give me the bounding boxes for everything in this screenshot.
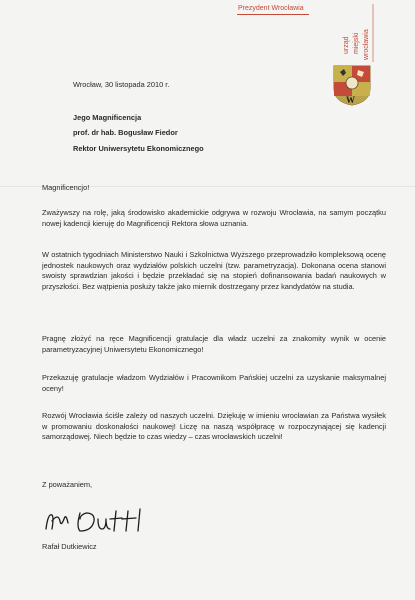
recipient-line-1: Jego Magnificencja xyxy=(73,113,142,122)
salutation: Magnificencjo! xyxy=(42,183,90,192)
recipient-line-2: prof. dr hab. Bogusław Fiedor xyxy=(73,128,178,137)
handwritten-signature xyxy=(40,507,150,537)
city-crest-icon xyxy=(332,64,372,106)
paragraph-2: W ostatnich tygodniach Ministerstwo Nauki i Szkolnictwa Wyższego przeprowadziło kompleksową ocenę jednostek naukowych oraz wydziałów polskich uczelni (tzw. parametryzacja). Dokonana ocena stanowi swoisty sprawdzian jakości i będzie przekładać się na stopień dofinansowania badań naukowych w przyszłości. Bez wątpienia posłuży także jako miernik dostrzegany przez kandydatów na studia. xyxy=(42,250,386,291)
letterhead-rule xyxy=(237,14,309,15)
letterhead-office-name: Prezydent Wrocławia xyxy=(238,5,304,12)
letterhead-vertical-line-3: wrocławia xyxy=(363,29,370,60)
svg-text:W: W xyxy=(346,95,355,105)
paragraph-5: Rozwój Wrocławia ściśle zależy od naszych uczelni. Dziękuję w imieniu wrocławian za Państwa wysiłek w promowaniu doskonałości naukowej! Liczę na naszą współpracę w rozpoczynającej się kadencji samorządowej. Niech będzie to czas wiedzy – czas wrocławskich uczelni! xyxy=(42,411,386,442)
letter-date: Wrocław, 30 listopada 2010 r. xyxy=(73,80,170,89)
letterhead-vertical-line-2: miejski xyxy=(353,32,360,54)
letterhead-vertical-line-1: urząd xyxy=(343,36,350,54)
paragraph-1: Zważywszy na rolę, jaką środowisko akademickie odgrywa w rozwoju Wrocławia, na samym początku nowej kadencji kieruję do Magnificencji Rektora słowa uznania. xyxy=(42,208,386,228)
letterhead-vertical-text xyxy=(333,4,377,62)
recipient-line-3: Rektor Uniwersytetu Ekonomicznego xyxy=(73,144,204,153)
paragraph-3: Pragnę złożyć na ręce Magnificencji gratulacje dla władz uczelni za znakomity wynik w ocenie parametryzacyjnej Uniwersytetu Ekonomicznego! xyxy=(42,334,386,354)
signatory-name: Rafał Dutkiewicz xyxy=(42,542,97,551)
paragraph-4: Przekazuję gratulacje władzom Wydziałów i Pracownikom Pańskiej uczelni za uzyskanie maksymalnej oceny! xyxy=(42,373,386,393)
closing: Z poważaniem, xyxy=(42,480,93,489)
